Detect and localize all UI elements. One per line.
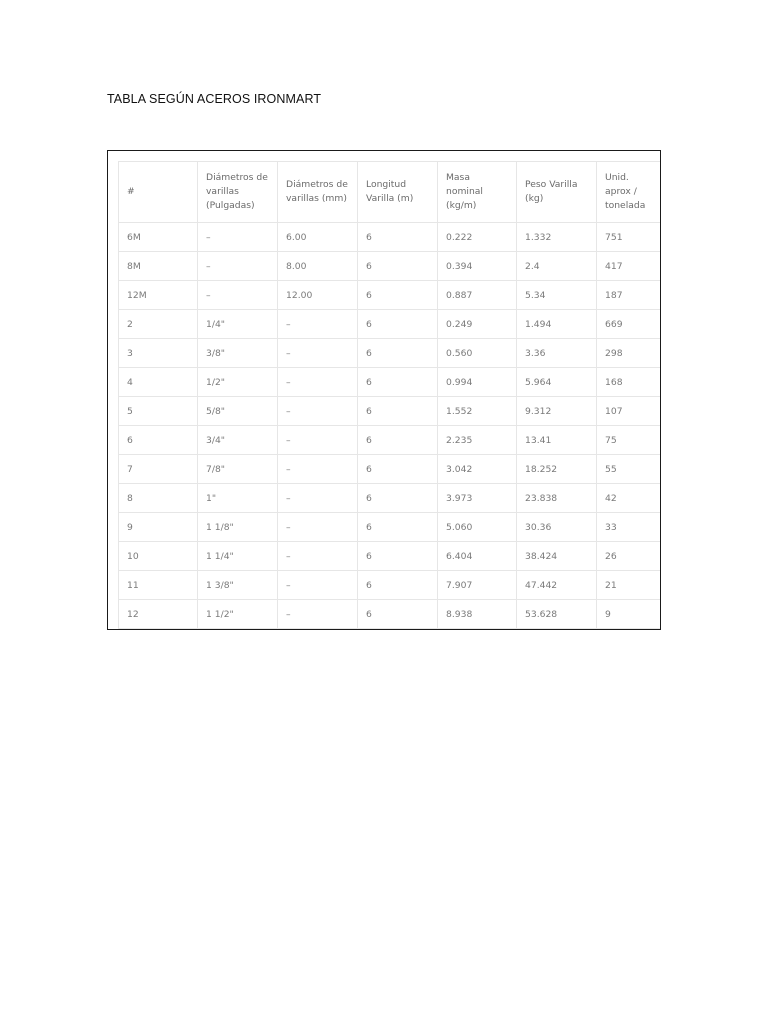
- cell-length: 6: [358, 339, 438, 368]
- cell-units-per-ton: 168: [597, 368, 662, 397]
- cell-length: 6: [358, 600, 438, 629]
- cell-nominal-mass: 0.887: [438, 281, 517, 310]
- cell-diameter-mm: 8.00: [278, 252, 358, 281]
- cell-number: 11: [119, 571, 198, 600]
- table-row: [119, 368, 662, 397]
- cell-diameter-inches: –: [198, 281, 278, 310]
- table-row: [119, 252, 662, 281]
- cell-length: 6: [358, 252, 438, 281]
- cell-diameter-inches: 1/2": [198, 368, 278, 397]
- page-title: TABLA SEGÚN ACEROS IRONMART: [107, 92, 322, 106]
- cell-length: 6: [358, 542, 438, 571]
- cell-number: 8: [119, 484, 198, 513]
- cell-length: 6: [358, 310, 438, 339]
- cell-units-per-ton: 42: [597, 484, 662, 513]
- cell-units-per-ton: 75: [597, 426, 662, 455]
- cell-diameter-inches: 7/8": [198, 455, 278, 484]
- cell-diameter-mm: –: [278, 513, 358, 542]
- cell-diameter-mm: –: [278, 484, 358, 513]
- cell-units-per-ton: 298: [597, 339, 662, 368]
- cell-bar-weight: 9.312: [517, 397, 597, 426]
- cell-nominal-mass: 3.973: [438, 484, 517, 513]
- cell-diameter-mm: –: [278, 571, 358, 600]
- table-row: [119, 455, 662, 484]
- cell-diameter-mm: 6.00: [278, 223, 358, 252]
- cell-bar-weight: 13.41: [517, 426, 597, 455]
- cell-length: 6: [358, 281, 438, 310]
- rebar-table: [118, 161, 661, 629]
- cell-bar-weight: 2.4: [517, 252, 597, 281]
- cell-diameter-mm: –: [278, 600, 358, 629]
- table-row: [119, 339, 662, 368]
- cell-bar-weight: 3.36: [517, 339, 597, 368]
- cell-number: 6: [119, 426, 198, 455]
- header-units-per-ton: Unid. aprox / tonelada: [597, 162, 662, 223]
- cell-bar-weight: 47.442: [517, 571, 597, 600]
- cell-length: 6: [358, 397, 438, 426]
- cell-bar-weight: 18.252: [517, 455, 597, 484]
- cell-diameter-mm: –: [278, 368, 358, 397]
- cell-diameter-mm: –: [278, 339, 358, 368]
- cell-length: 6: [358, 571, 438, 600]
- cell-nominal-mass: 2.235: [438, 426, 517, 455]
- table-row: [119, 310, 662, 339]
- cell-units-per-ton: 21: [597, 571, 662, 600]
- cell-number: 9: [119, 513, 198, 542]
- cell-nominal-mass: 0.560: [438, 339, 517, 368]
- cell-diameter-inches: 1 1/8": [198, 513, 278, 542]
- cell-units-per-ton: 417: [597, 252, 662, 281]
- cell-units-per-ton: 9: [597, 600, 662, 629]
- table-row: [119, 542, 662, 571]
- cell-units-per-ton: 751: [597, 223, 662, 252]
- cell-diameter-inches: 1": [198, 484, 278, 513]
- cell-number: 2: [119, 310, 198, 339]
- cell-bar-weight: 53.628: [517, 600, 597, 629]
- cell-bar-weight: 5.34: [517, 281, 597, 310]
- cell-bar-weight: 1.494: [517, 310, 597, 339]
- table-row: [119, 571, 662, 600]
- cell-number: 12: [119, 600, 198, 629]
- table-row: [119, 223, 662, 252]
- header-bar-weight: Peso Varilla (kg): [517, 162, 597, 223]
- cell-diameter-mm: –: [278, 426, 358, 455]
- cell-diameter-inches: 5/8": [198, 397, 278, 426]
- table-row: [119, 600, 662, 629]
- cell-length: 6: [358, 426, 438, 455]
- cell-units-per-ton: 26: [597, 542, 662, 571]
- table-frame: [107, 150, 661, 630]
- cell-diameter-inches: 1 1/2": [198, 600, 278, 629]
- cell-nominal-mass: 0.222: [438, 223, 517, 252]
- header-number: #: [119, 162, 198, 223]
- cell-nominal-mass: 7.907: [438, 571, 517, 600]
- header-nominal-mass: Masa nominal (kg/m): [438, 162, 517, 223]
- cell-diameter-mm: 12.00: [278, 281, 358, 310]
- cell-number: 10: [119, 542, 198, 571]
- cell-units-per-ton: 669: [597, 310, 662, 339]
- cell-diameter-inches: 1/4": [198, 310, 278, 339]
- cell-bar-weight: 5.964: [517, 368, 597, 397]
- cell-diameter-mm: –: [278, 542, 358, 571]
- cell-length: 6: [358, 368, 438, 397]
- table-row: [119, 426, 662, 455]
- cell-diameter-mm: –: [278, 310, 358, 339]
- table-container: [118, 161, 661, 629]
- header-diameter-mm: Diámetros de varillas (mm): [278, 162, 358, 223]
- cell-length: 6: [358, 484, 438, 513]
- cell-length: 6: [358, 223, 438, 252]
- cell-diameter-inches: 3/4": [198, 426, 278, 455]
- cell-number: 4: [119, 368, 198, 397]
- cell-number: 6M: [119, 223, 198, 252]
- cell-diameter-inches: 3/8": [198, 339, 278, 368]
- cell-units-per-ton: 33: [597, 513, 662, 542]
- cell-bar-weight: 1.332: [517, 223, 597, 252]
- cell-number: 8M: [119, 252, 198, 281]
- cell-number: 5: [119, 397, 198, 426]
- cell-units-per-ton: 107: [597, 397, 662, 426]
- cell-nominal-mass: 0.394: [438, 252, 517, 281]
- cell-length: 6: [358, 455, 438, 484]
- table-row: [119, 281, 662, 310]
- cell-nominal-mass: 3.042: [438, 455, 517, 484]
- cell-length: 6: [358, 513, 438, 542]
- cell-nominal-mass: 1.552: [438, 397, 517, 426]
- cell-nominal-mass: 0.994: [438, 368, 517, 397]
- table-row: [119, 484, 662, 513]
- cell-diameter-mm: –: [278, 455, 358, 484]
- cell-bar-weight: 30.36: [517, 513, 597, 542]
- cell-units-per-ton: 55: [597, 455, 662, 484]
- cell-units-per-ton: 187: [597, 281, 662, 310]
- table-body: [119, 223, 662, 629]
- table-header-row: [119, 162, 662, 223]
- table-row: [119, 513, 662, 542]
- cell-nominal-mass: 6.404: [438, 542, 517, 571]
- cell-nominal-mass: 0.249: [438, 310, 517, 339]
- table-row: [119, 397, 662, 426]
- cell-diameter-inches: –: [198, 252, 278, 281]
- cell-number: 7: [119, 455, 198, 484]
- header-length: Longitud Varilla (m): [358, 162, 438, 223]
- header-diameter-inches: Diámetros de varillas (Pulgadas): [198, 162, 278, 223]
- cell-diameter-inches: 1 3/8": [198, 571, 278, 600]
- cell-nominal-mass: 5.060: [438, 513, 517, 542]
- cell-diameter-inches: –: [198, 223, 278, 252]
- cell-bar-weight: 23.838: [517, 484, 597, 513]
- cell-diameter-inches: 1 1/4": [198, 542, 278, 571]
- cell-bar-weight: 38.424: [517, 542, 597, 571]
- cell-number: 12M: [119, 281, 198, 310]
- cell-diameter-mm: –: [278, 397, 358, 426]
- cell-nominal-mass: 8.938: [438, 600, 517, 629]
- cell-number: 3: [119, 339, 198, 368]
